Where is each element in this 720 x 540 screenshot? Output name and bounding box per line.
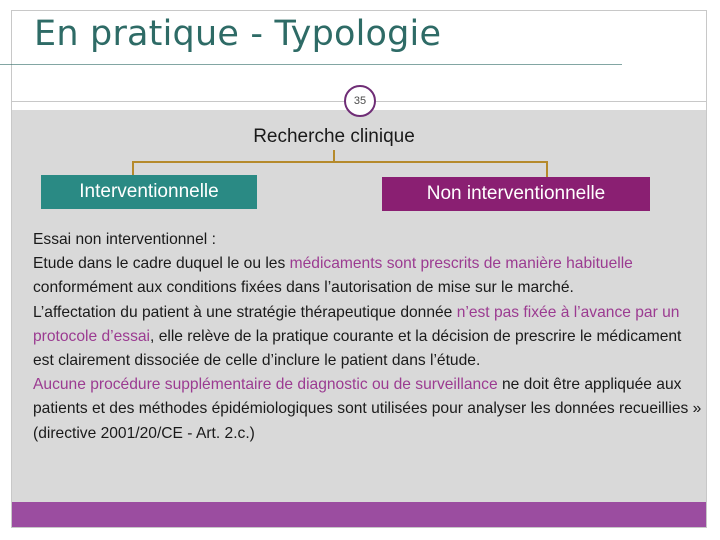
p1-highlight: médicaments sont prescrits de manière habituelle	[289, 255, 633, 273]
definition-paragraph-3	[33, 373, 705, 446]
definition-paragraph-1	[33, 252, 705, 300]
title-underline	[0, 64, 622, 65]
p1-text-a: Etude dans le cadre duquel le ou les	[33, 255, 290, 273]
p1-text-b: conformément aux conditions fixées dans l’autorisation de mise sur le marché.	[33, 279, 574, 297]
definition-text	[33, 228, 705, 446]
slide-title: En pratique - Typologie	[34, 14, 442, 54]
p3-text-b: ne doit être appliquée aux patients et des méthodes épidémiologiques sont utilisées pour analyser les données recueillies » (directive 2001/20/CE - Art. 2.c.)	[33, 376, 702, 442]
p2-text-b: , elle relève de la pratique courante et la décision de prescrire le médicament est clairement dissociée de celle d’inclure le patient dans l’étude.	[33, 327, 682, 370]
tree-root-label: Recherche clinique	[253, 126, 415, 147]
tree-node-interventionnelle: Interventionnelle	[41, 175, 257, 209]
footer-bar	[12, 502, 706, 527]
tree-connector-left	[132, 161, 134, 175]
page-number-badge: 35	[344, 85, 376, 117]
p2-highlight: n’est pas fixée à l’avance par un protocole d’essai	[33, 303, 680, 345]
p2-text-a: L’affectation du patient à une stratégie thérapeutique donnée	[33, 303, 457, 321]
definition-paragraph-2	[33, 301, 705, 374]
definition-heading: Essai non interventionnel :	[33, 231, 216, 248]
tree-connector-horizontal	[132, 161, 548, 163]
p3-highlight: Aucune procédure supplémentaire de diagnostic ou de surveillance	[33, 376, 498, 394]
tree-node-non-interventionnelle: Non interventionnelle	[382, 177, 650, 211]
tree-connector-right	[546, 161, 548, 177]
